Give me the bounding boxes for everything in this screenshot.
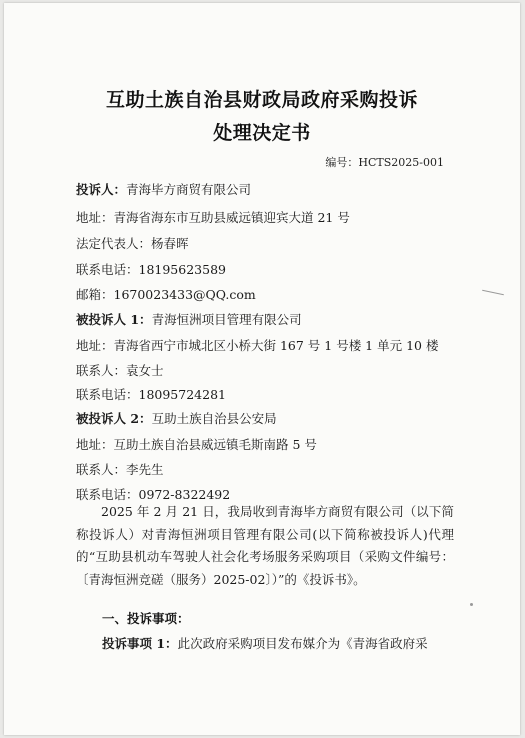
respondent1-line bbox=[76, 310, 302, 328]
respondent2-label: 被投诉人 2： bbox=[76, 411, 152, 426]
document-title-line-1: 互助土族自治县财政局政府采购投诉 bbox=[105, 89, 418, 111]
document-number: 编号：HCTS2025-001 bbox=[325, 156, 444, 169]
complaint-item-1-text: 此次政府采购项目发布媒介为《青海省政府采 bbox=[177, 636, 428, 651]
document-title-line-2: 处理决定书 bbox=[213, 122, 311, 144]
complainant-name: 青海毕方商贸有限公司 bbox=[126, 182, 252, 197]
scan-speck bbox=[470, 603, 473, 606]
complainant-label: 投诉人： bbox=[76, 182, 127, 197]
complainant-email: 邮箱：1670023433@QQ.com bbox=[76, 287, 256, 302]
respondent2-name: 互助土族自治县公安局 bbox=[151, 411, 277, 426]
section-heading: 一、投诉事项： bbox=[102, 611, 190, 626]
respondent1-label: 被投诉人 1： bbox=[76, 312, 152, 327]
complainant-phone: 联系电话：18195623589 bbox=[76, 262, 226, 277]
complaint-item-1-label: 投诉事项 1： bbox=[102, 636, 178, 651]
respondent1-address: 地址：青海省西宁市城北区小桥大街 167 号 1 号楼 1 单元 10 楼 bbox=[76, 338, 439, 353]
body-paragraph: 2025 年 2 月 21 日，我局收到青海毕方商贸有限公司（以下简称投诉人）对青海恒洲项目管理有限公司(以下简称被投诉人)代理的“互助县机动车驾驶人社会化考场服务采购项目（采购文件编号：〔青海恒洲竞磋（服务）2025-02〕）”的《投诉书》。 bbox=[76, 504, 454, 587]
complainant-line bbox=[76, 180, 251, 198]
complainant-address: 地址：青海省海东市互助县威远镇迎宾大道 21 号 bbox=[76, 210, 350, 225]
complaint-item-1 bbox=[102, 634, 428, 652]
respondent2-phone: 联系电话：0972-8322492 bbox=[76, 487, 231, 502]
respondent2-contact: 联系人：李先生 bbox=[76, 462, 164, 477]
respondent2-line bbox=[76, 409, 277, 427]
scan-speck bbox=[482, 290, 504, 296]
complainant-legal-rep: 法定代表人：杨春晖 bbox=[76, 236, 189, 251]
document-page bbox=[4, 3, 520, 735]
respondent1-contact: 联系人：袁女士 bbox=[76, 363, 164, 378]
respondent2-address: 地址：互助土族自治县威远镇毛斯南路 5 号 bbox=[76, 437, 317, 452]
respondent1-phone: 联系电话：18095724281 bbox=[76, 387, 226, 402]
respondent1-name: 青海恒洲项目管理有限公司 bbox=[151, 312, 302, 327]
